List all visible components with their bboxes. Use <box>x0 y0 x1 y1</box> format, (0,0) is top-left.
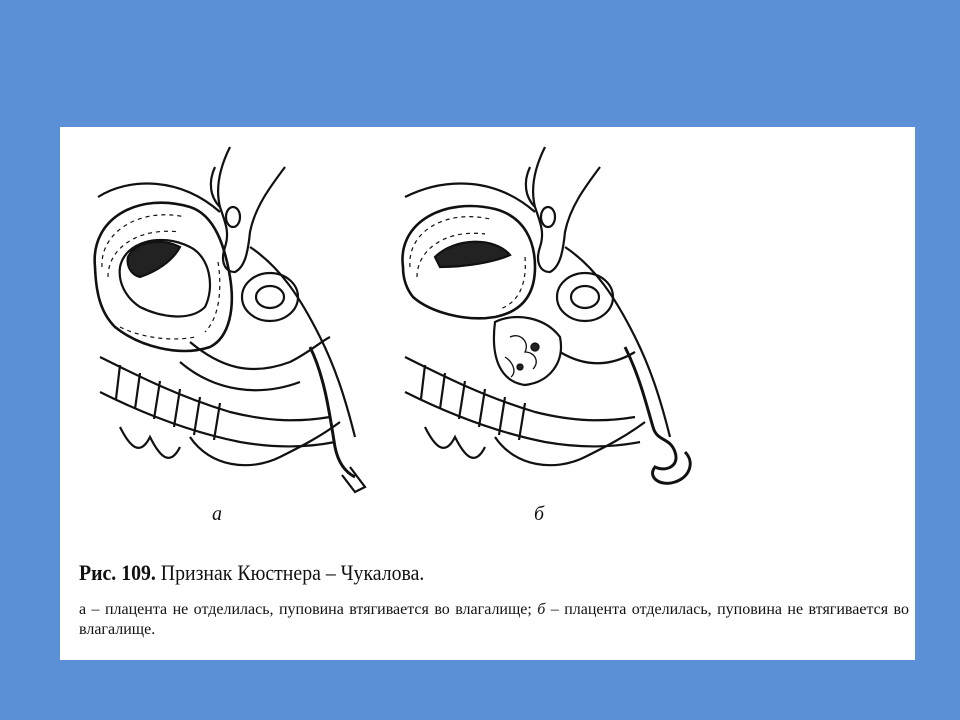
figure-area <box>60 127 915 597</box>
caption-a-letter: а <box>79 601 87 618</box>
figure-title-text: Признак Кюстнера – Чукалова. <box>160 560 425 585</box>
caption-b-letter: б <box>537 601 546 618</box>
figure-number: Рис. 109. <box>79 560 156 585</box>
slide-frame <box>60 127 915 660</box>
illustration-panel-a <box>80 137 380 497</box>
figure-caption <box>79 600 909 640</box>
panel-label-a: а <box>212 503 222 525</box>
figure-title <box>79 560 424 586</box>
caption-b-text: – плацента отделилась, пуповина не втягивается во влагалище. <box>79 601 910 638</box>
illustration-panel-b <box>385 137 715 497</box>
panel-label-b: б <box>534 503 545 525</box>
caption-a-text: – плацента не отделилась, пуповина втягивается во влагалище; <box>86 601 538 618</box>
